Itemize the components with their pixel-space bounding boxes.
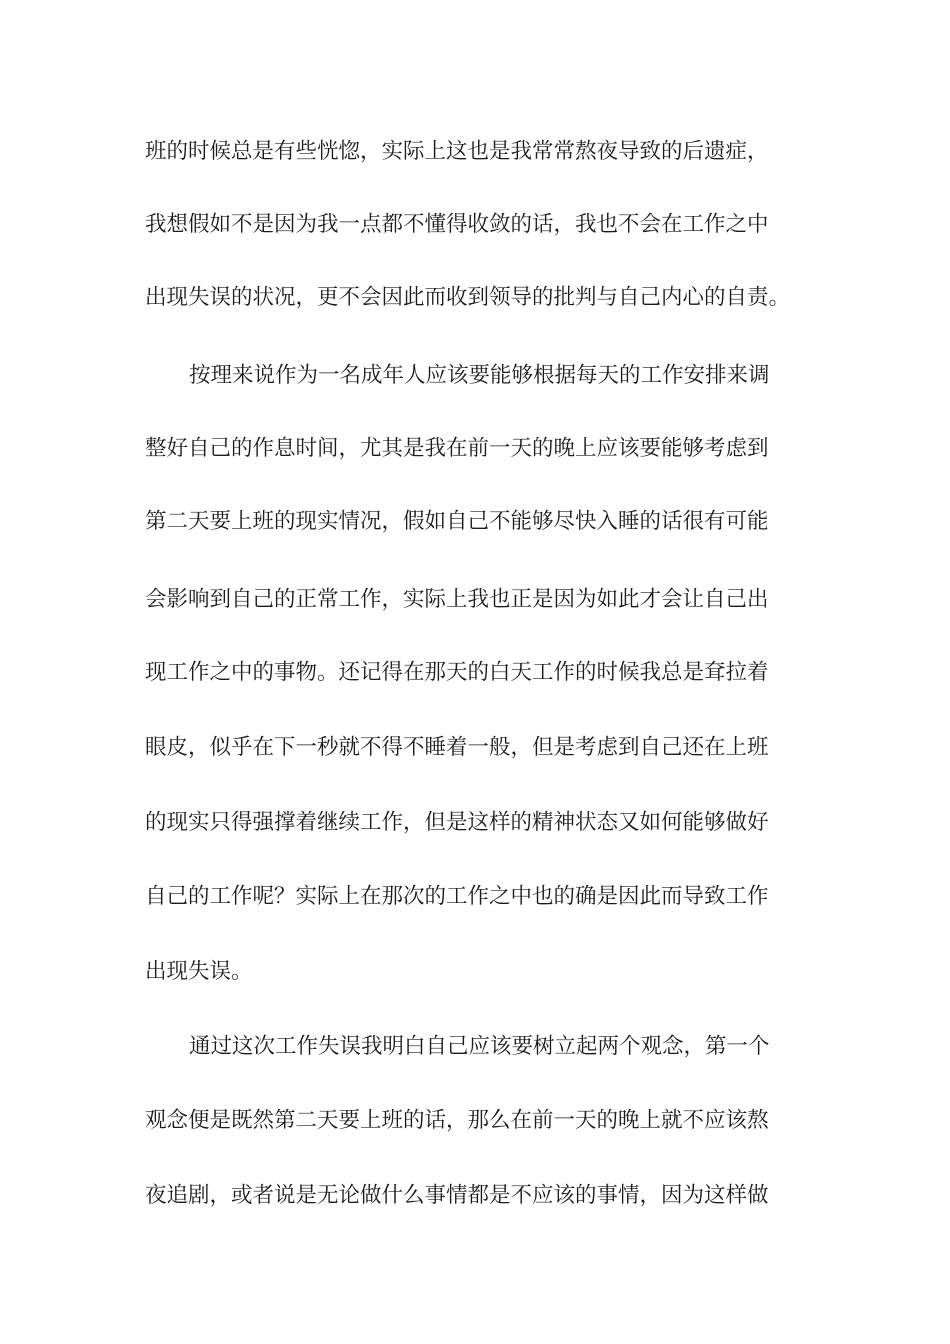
- paragraph-first-line: 按理来说作为一名成年人应该要能够根据每天的工作安排来调: [189, 363, 770, 388]
- text-line: 我想假如不是因为我一点都不懂得收敛的话，我也不会在工作之中: [145, 212, 769, 237]
- text-line: 夜追剧，或者说是无论做什么事情都是不应该的事情，因为这样做: [145, 1183, 769, 1208]
- text-line: 会影响到自己的正常工作，实际上我也正是因为如此才会让自己出: [145, 587, 769, 612]
- text-line: 出现失误。: [145, 959, 253, 984]
- text-line: 班的时候总是有些恍惚，实际上这也是我常常熬夜导致的后遗症，: [145, 139, 769, 164]
- text-line: 的现实只得强撑着继续工作，但是这样的精神状态又如何能够做好: [145, 810, 769, 835]
- text-line: 第二天要上班的现实情况，假如自己不能够尽快入睡的话很有可能: [145, 509, 769, 534]
- text-line: 眼皮，似乎在下一秒就不得不睡着一般，但是考虑到自己还在上班: [145, 735, 769, 760]
- text-line: 整好自己的作息时间，尤其是我在前一天的晚上应该要能够考虑到: [145, 436, 769, 461]
- text-line: 出现失误的状况，更不会因此而收到领导的批判与自己内心的自责。: [145, 285, 791, 310]
- text-line: 自己的工作呢？实际上在那次的工作之中也的确是因此而导致工作: [145, 884, 769, 909]
- paragraph-first-line: 通过这次工作失误我明白自己应该要树立起两个观念，第一个: [189, 1034, 770, 1059]
- text-line: 观念便是既然第二天要上班的话，那么在前一天的晚上就不应该熬: [145, 1108, 769, 1133]
- text-line: 现工作之中的事物。还记得在那天的白天工作的时候我总是耷拉着: [145, 660, 769, 685]
